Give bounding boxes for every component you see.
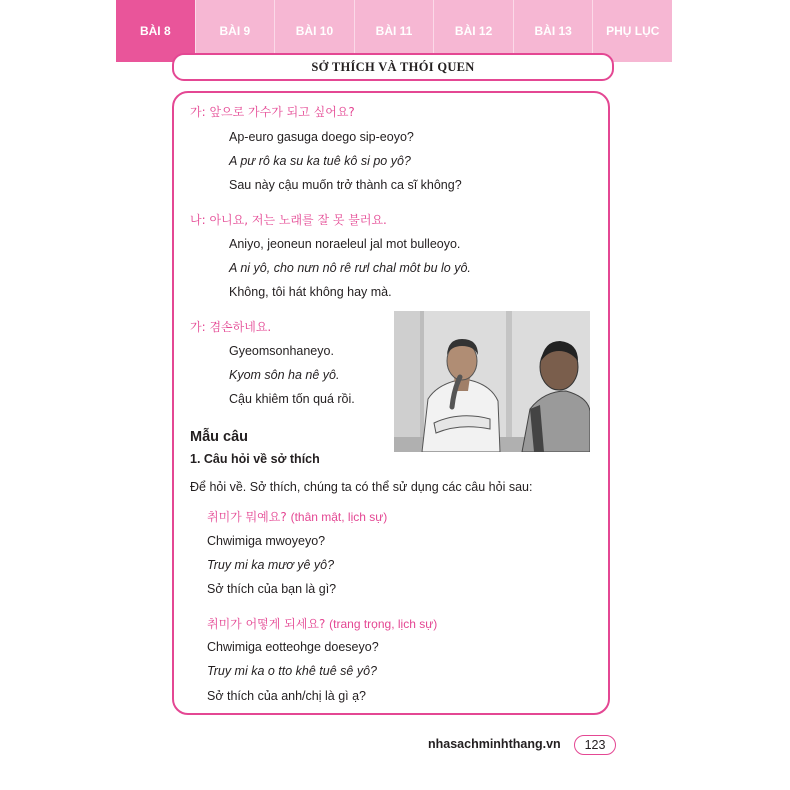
tab-bai-11[interactable]: BÀI 11 [355, 0, 435, 62]
footer-website: nhasachminhthang.vn [428, 737, 561, 751]
tab-bai-9[interactable]: BÀI 9 [196, 0, 276, 62]
tab-bai-10[interactable]: BÀI 10 [275, 0, 355, 62]
illustration-svg [394, 311, 590, 452]
tab-phu-luc[interactable]: PHỤ LỤC [593, 0, 672, 62]
tab-bai-13[interactable]: BÀI 13 [514, 0, 594, 62]
dialogue-3-korean: 가: 겸손하네요. [190, 320, 272, 334]
patterns-heading: Mẫu câu [190, 429, 249, 445]
tab-bai-8[interactable]: BÀI 8 [116, 0, 196, 62]
pattern-2-romanization: Chwimiga eotteohge doeseyo? [207, 640, 379, 654]
patterns-intro: Để hỏi về. Sở thích, chúng ta có thể sử dụng các câu hỏi sau: [190, 480, 533, 494]
pattern-2-note: (trang trọng, lịch sự) [329, 617, 438, 631]
dialogue-1-translation: Sau này cậu muốn trở thành ca sĩ không? [229, 178, 462, 192]
section-title: SỞ THÍCH VÀ THÓI QUEN [172, 53, 614, 81]
pattern-1-note: (thân mật, lịch sự) [290, 510, 388, 524]
pattern-1-pronunciation: Truy mi ka mươ yê yô? [207, 558, 335, 572]
pattern-1-translation: Sở thích của bạn là gì? [207, 582, 337, 596]
dialogue-2-pronunciation: A ni yô, cho nưn nô rê rưl chal môt bu lo yô. [229, 261, 471, 275]
pattern-1-korean: 취미가 뭐예요? [207, 510, 287, 524]
dialogue-1-korean: 가: 앞으로 가수가 되고 싶어요? [190, 105, 355, 119]
illustration-two-men [394, 311, 590, 452]
dialogue-3-pronunciation: Kyom sôn ha nê yô. [229, 368, 340, 382]
page-number: 123 [574, 735, 616, 755]
dialogue-3-translation: Cậu khiêm tốn quá rồi. [229, 392, 355, 406]
tab-bai-12[interactable]: BÀI 12 [434, 0, 514, 62]
dialogue-3-romanization: Gyeomsonhaneyo. [229, 344, 334, 358]
pattern-1-romanization: Chwimiga mwoyeyo? [207, 534, 326, 548]
pattern-2-korean: 취미가 어떻게 되세요? [207, 617, 326, 631]
pattern-2-translation: Sở thích của anh/chị là gì ạ? [207, 689, 366, 703]
dialogue-1-pronunciation: A pư rô ka su ka tuê kô si po yô? [229, 154, 411, 168]
dialogue-2-translation: Không, tôi hát không hay mà. [229, 285, 392, 299]
dialogue-2-romanization: Aniyo, jeoneun noraeleul jal mot bulleoyo. [229, 237, 461, 251]
pattern-1-korean-line [207, 508, 387, 525]
dialogue-2-korean: 나: 아니요, 저는 노래를 잘 못 불러요. [190, 213, 387, 227]
patterns-subheading: 1. Câu hỏi về sở thích [190, 452, 320, 466]
pattern-2-korean-line [207, 615, 437, 632]
dialogue-1-romanization: Ap-euro gasuga doego sip-eoyo? [229, 130, 414, 144]
pattern-2-pronunciation: Truy mi ka o tto khê tuê sê yô? [207, 664, 377, 678]
